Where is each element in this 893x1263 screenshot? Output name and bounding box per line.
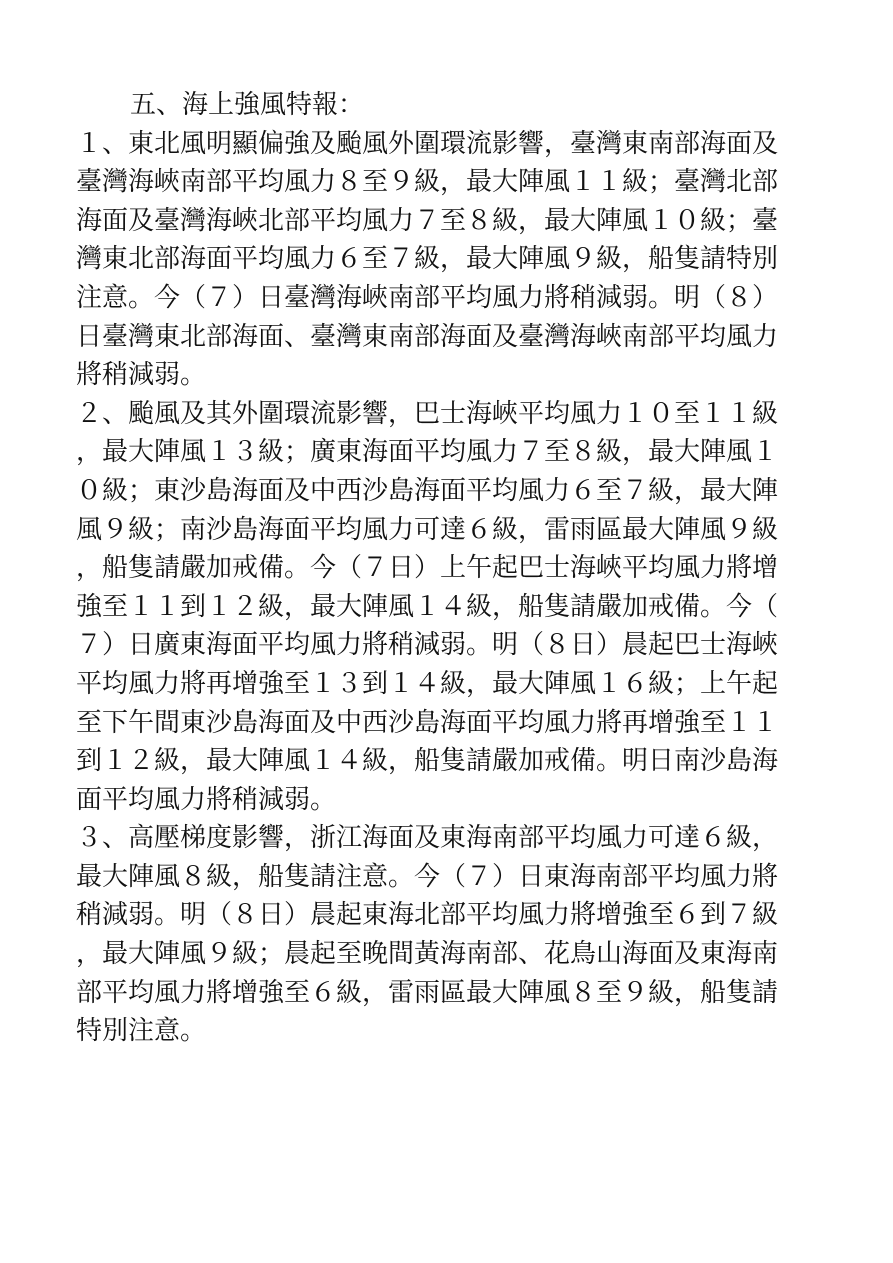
text-line: 將稍減弱。 [76, 360, 207, 391]
text-line: 最大陣風８級，船隻請注意。今（７）日東海南部平均風力將 [76, 861, 779, 892]
section-heading: 五、海上強風特報： [130, 90, 365, 120]
text-line: 臺灣海峽南部平均風力８至９級，最大陣風１１級；臺灣北部 [76, 167, 779, 198]
text-line: 稍減弱。明（８日）晨起東海北部平均風力將增強至６到７級 [76, 900, 779, 931]
text-line: ７）日廣東海面平均風力將稍減弱。明（８日）晨起巴士海峽 [76, 630, 779, 661]
text-line: 部平均風力將增強至６級，雷雨區最大陣風８至９級，船隻請 [76, 977, 779, 1008]
text-line: 海面及臺灣海峽北部平均風力７至８級，最大陣風１０級；臺 [76, 205, 779, 236]
text-line: ３、高壓梯度影響，浙江海面及東海南部平均風力可達６級， [76, 823, 779, 854]
text-line: ，最大陣風１３級；廣東海面平均風力７至８級，最大陣風１ [76, 437, 779, 468]
text-line: ０級；東沙島海面及中西沙島海面平均風力６至７級，最大陣 [76, 475, 779, 506]
marine-wind-warning-text [76, 86, 808, 1051]
text-line: ，最大陣風９級；晨起至晚間黃海南部、花鳥山海面及東海南 [76, 939, 779, 970]
text-line: 日臺灣東北部海面、臺灣東南部海面及臺灣海峽南部平均風力 [76, 321, 779, 352]
text-line: １、東北風明顯偏強及颱風外圍環流影響，臺灣東南部海面及 [76, 128, 779, 159]
text-line: ２、颱風及其外圍環流影響，巴士海峽平均風力１０至１１級 [76, 398, 779, 429]
text-line: ，船隻請嚴加戒備。今（７日）上午起巴士海峽平均風力將增 [76, 553, 779, 584]
text-line: 特別注意。 [76, 1016, 207, 1047]
text-line: 到１２級，最大陣風１４級，船隻請嚴加戒備。明日南沙島海 [76, 746, 779, 777]
text-line: 風９級；南沙島海面平均風力可達６級，雷雨區最大陣風９級 [76, 514, 779, 545]
text-line: 面平均風力將稍減弱。 [76, 784, 337, 815]
text-line: 注意。今（７）日臺灣海峽南部平均風力將稍減弱。明（８） [76, 282, 779, 313]
text-line: 灣東北部海面平均風力６至７級，最大陣風９級，船隻請特別 [76, 244, 779, 275]
text-line: 強至１１到１２級，最大陣風１４級，船隻請嚴加戒備。今（ [76, 591, 779, 622]
text-line: 至下午間東沙島海面及中西沙島海面平均風力將再增強至１１ [76, 707, 779, 738]
text-line: 平均風力將再增強至１３到１４級，最大陣風１６級；上午起 [76, 668, 779, 699]
